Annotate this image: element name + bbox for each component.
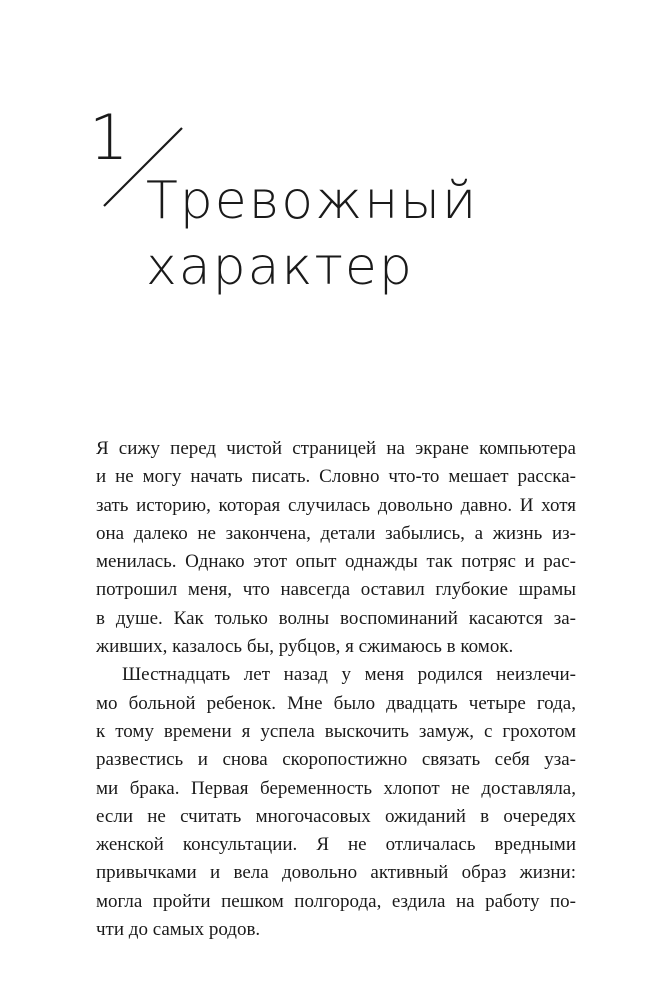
text-line: к тому времени я успела выскочить замуж, с грохотом xyxy=(96,720,576,742)
text-line: потрошил меня, что навсегда оставил глубокие шрамы xyxy=(96,579,576,601)
text-line: зать историю, которая случилась довольно давно. И хотя xyxy=(96,494,576,516)
paragraph xyxy=(96,435,576,661)
text-line: женской консультации. Я не отличалась вредными xyxy=(96,834,576,856)
text-line: в душе. Как только волны воспоминаний касаются за- xyxy=(96,607,576,629)
text-line: ми брака. Первая беременность хлопот не доставляла, xyxy=(96,777,576,799)
chapter-title-line: характер xyxy=(146,237,414,297)
text-line: могла пройти пешком полгорода, ездила на работу по- xyxy=(96,890,576,912)
text-line: мо больной ребенок. Мне было двадцать четыре года, xyxy=(96,692,576,714)
text-line: чти до самых родов. xyxy=(96,919,261,941)
text-line: развестись и снова скоропостижно связать себя уза- xyxy=(96,749,576,771)
chapter-title-line: Тревожный xyxy=(146,171,479,231)
text-line: если не считать многочасовых ожиданий в очередях xyxy=(96,805,576,827)
chapter-body xyxy=(96,435,576,944)
chapter-number: 1 xyxy=(89,101,129,174)
text-line: Я сижу перед чистой страницей на экране компьютера xyxy=(96,438,576,459)
text-line: привычками и вела довольно активный образ жизни: xyxy=(96,862,576,884)
text-line: и не могу начать писать. Словно что-то мешает расска- xyxy=(96,466,576,488)
text-line: Шестнадцать лет назад у меня родился неизлечи- xyxy=(122,664,576,686)
text-line: живших, казалось бы, рубцов, я сжимаюсь в комок. xyxy=(96,636,514,658)
chapter-title xyxy=(146,168,478,300)
text-line: она далеко не закончена, детали забылись, а жизнь из- xyxy=(96,522,576,544)
paragraph xyxy=(96,661,576,944)
text-line: менилась. Однако этот опыт однажды так потряс и рас- xyxy=(96,551,576,573)
